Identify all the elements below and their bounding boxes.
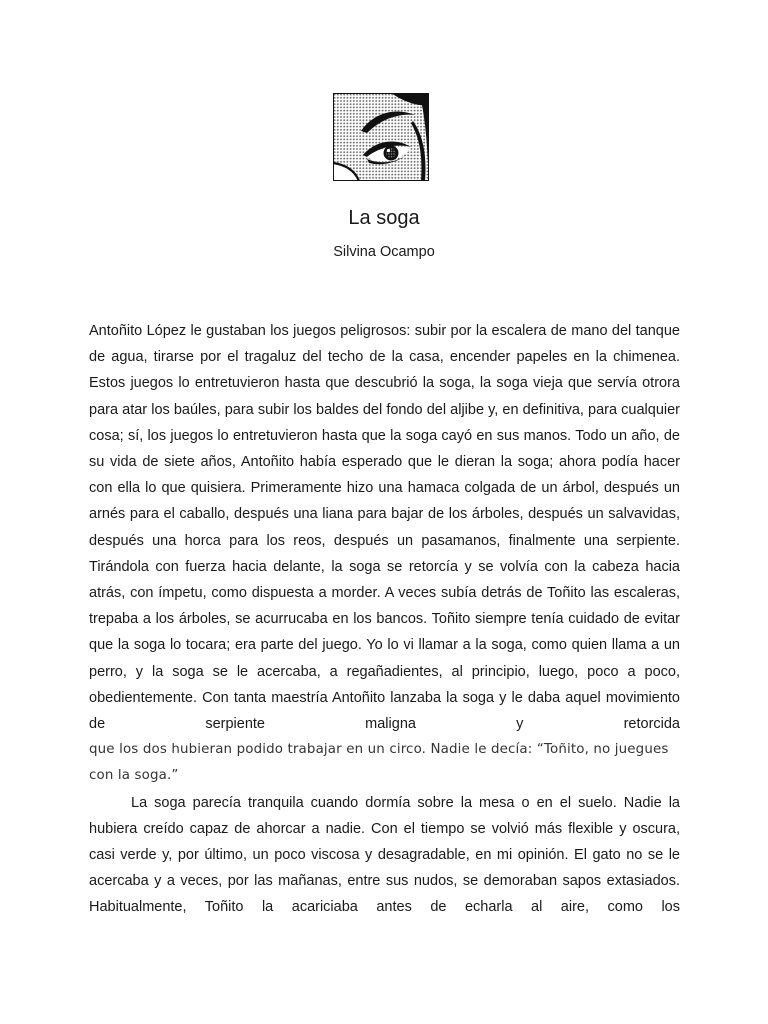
document-body [89,318,680,921]
document-author: Silvina Ocampo [333,244,435,260]
paragraph-1-continuation: que los dos hubieran podido trabajar en un circo. Nadie le decía: “Toñito, no juegues con la soga.” [89,742,669,784]
pop-art-eye-illustration [333,93,429,181]
paragraph-1: Antoñito López le gustaban los juegos peligrosos: subir por la escalera de mano del tanque de agua, tirarse por el tragaluz del techo de la casa, encender papeles en la chimenea. Estos juegos lo entretuvieron hasta que descubrió la soga, la soga vieja que servía otrora para atar los baúles, para subir los baldes del fondo del aljibe y, en definitiva, para cualquier cosa; sí, los juegos lo entretuvieron hasta que la soga cayó en sus manos. Todo un año, de su vida de siete años, Antoñito había esperado que le dieran la soga; ahora podía hacer con ella lo que quisiera. Primeramente hizo una hamaca colgada de un árbol, después un arnés para el caballo, después una liana para bajar de los árboles, después un salvavidas, después una horca para los reos, después un pasamanos, finalmente una serpiente. Tirándola con fuerza hacia delante, la soga se retorcía y se volvía con la cabeza hacia atrás, con ímpetu, como dispuesta a morder. A veces subía detrás de Toñito las escaleras, trepaba a los árboles, se acurrucaba en los bancos. Toñito siempre tenía cuidado de evitar que la soga lo tocara; era parte del juego. Yo lo vi llamar a la soga, como quien llama a un perro, y la soga se le acercaba, a regañadientes, al principio, luego, poco a poco, obedientemente. Con tanta maestría Antoñito lanzaba la soga y le daba aquel movimiento de serpiente maligna y retorcida [89,323,680,733]
document-title: La soga [348,207,420,229]
paragraph-2: La soga parecía tranquila cuando dormía sobre la mesa o en el suelo. Nadie la hubiera creído capaz de ahorcar a nadie. Con el tiempo se volvió más flexible y oscura, casi verde y, por último, un poco viscosa y desagradable, en mi opinión. El gato no se le acercaba y a veces, por las mañanas, entre sus nudos, se demoraban sapos extasiados. Habitualmente, Toñito la acariciaba antes de echarla al aire, como los [89,794,680,916]
